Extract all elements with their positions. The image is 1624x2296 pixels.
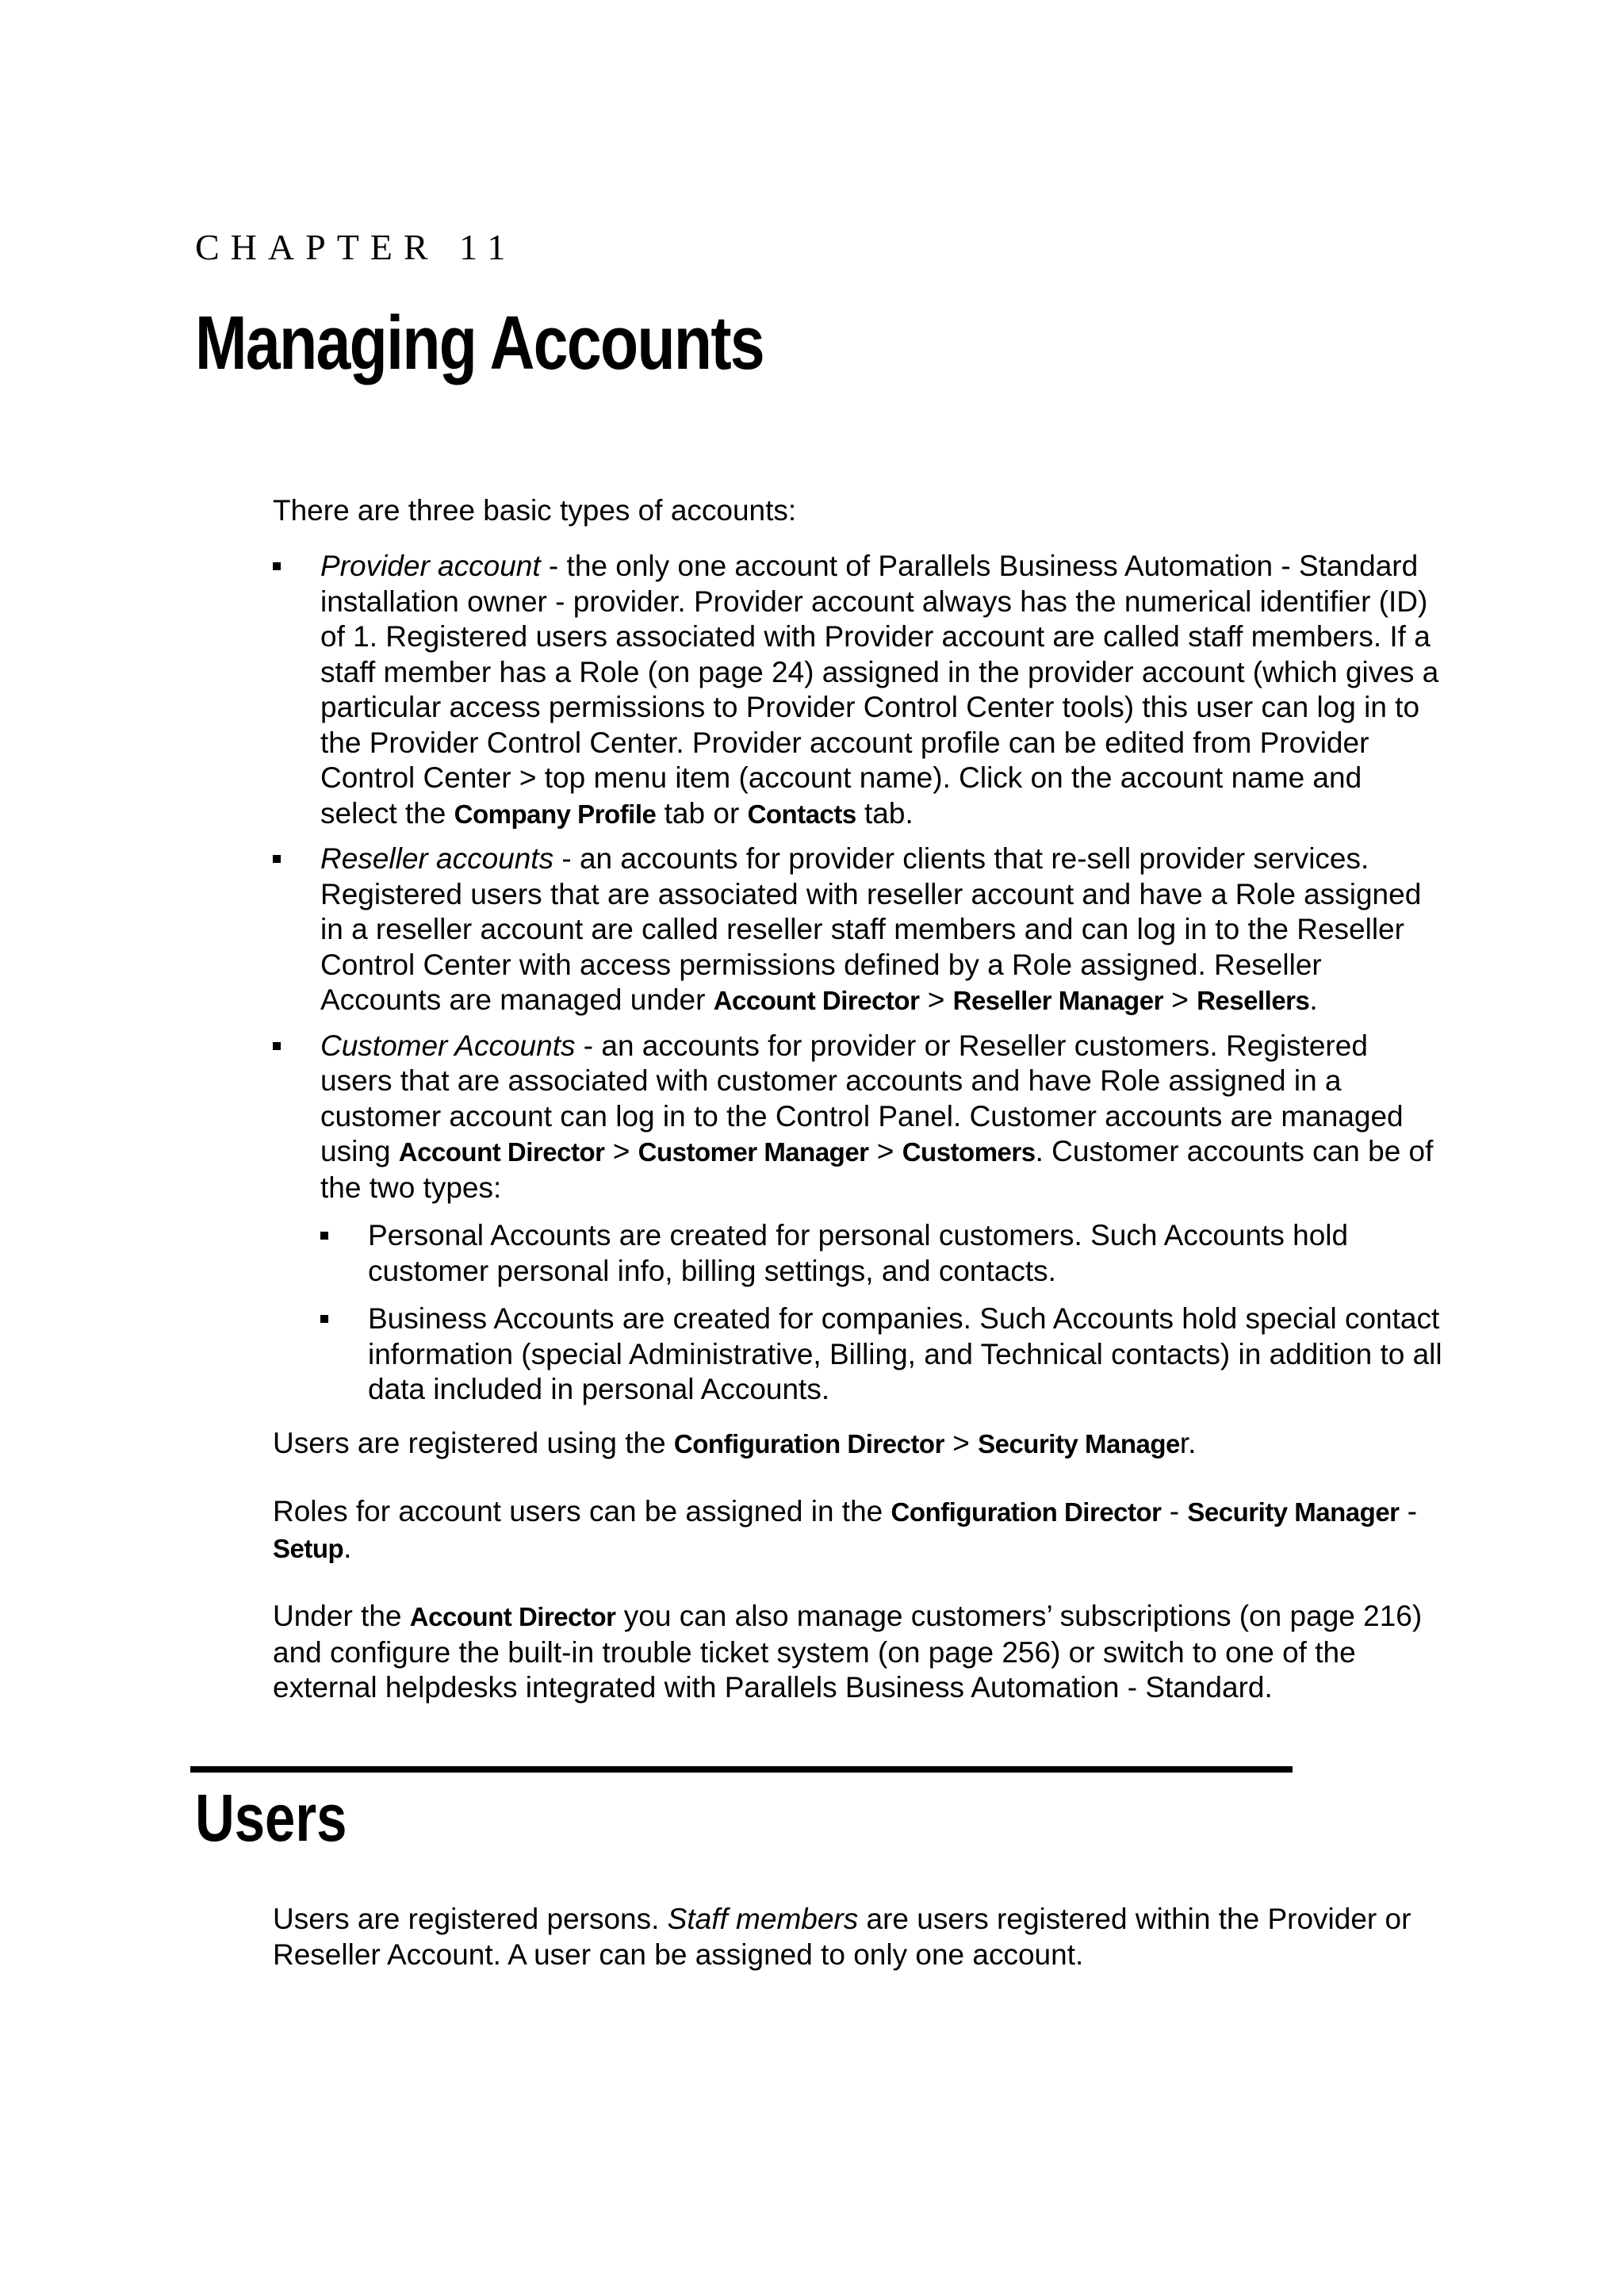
sep: >	[919, 983, 953, 1016]
sep: >	[1162, 983, 1197, 1016]
provider-text: - the only one account of Parallels Business Automation - Standard installation owner - provider. Provider account always has the numerical identifier (ID) of 1. Registered users associated with Provider account are called staff members. If a staff member has a Role (on page 24) assigned in the provider account (which gives a particular access permissions to Provider Control Center tools) this user can log in to the Provider Control Center. Provider account profile can be edited from Provider Control Center > top menu item (account name). Click on the account name and select the	[320, 550, 1439, 830]
sep: >	[604, 1135, 638, 1167]
sep: -	[1399, 1495, 1418, 1527]
list-item-customer	[273, 1029, 1446, 1408]
sep: >	[868, 1135, 902, 1167]
customer-subtypes-list	[320, 1218, 1446, 1408]
text: are users registered within the Provider or Reseller Account. A user can be assigned to only one account.	[273, 1903, 1411, 1971]
intro-paragraph: There are three basic types of accounts:	[273, 494, 797, 527]
customer-end: . Customer accounts can be of the two types:	[320, 1135, 1434, 1204]
configuration-director-ref: Configuration Director	[891, 1497, 1162, 1527]
list-item-personal	[320, 1218, 1446, 1289]
reseller-end: .	[1309, 983, 1318, 1016]
users-registered-paragraph	[273, 1426, 1446, 1462]
list-item-provider	[273, 549, 1446, 832]
users-definition-paragraph	[273, 1902, 1446, 1972]
customer-text: - an accounts for provider or Reseller customers. Registered users that are associated with customer accounts and have Role assigned in a customer account can log in to the Control Panel. Customer accounts are managed using	[320, 1029, 1404, 1167]
staff-members-term: Staff members	[667, 1903, 859, 1935]
security-manager-ref: Security Manage	[978, 1429, 1180, 1458]
list-item-reseller	[273, 841, 1446, 1019]
list-item-business	[320, 1301, 1446, 1408]
configuration-director-ref: Configuration Director	[673, 1429, 944, 1458]
account-director-paragraph	[273, 1599, 1446, 1706]
term-provider: Provider account	[320, 550, 541, 582]
account-director-ref: Account Director	[398, 1137, 605, 1167]
provider-mid: tab or	[656, 796, 748, 830]
provider-end: tab.	[856, 796, 914, 830]
page-title: Managing Accounts	[195, 301, 764, 385]
business-accounts-text: Business Accounts are created for companies. Such Accounts hold special contact information (special Administrative, Billing, and Technical contacts) in addition to all data included in personal Accounts.	[368, 1302, 1442, 1405]
chapter-label	[195, 226, 516, 268]
text: Roles for account users can be assigned in the	[273, 1495, 891, 1527]
section-divider	[190, 1766, 1293, 1773]
sep: -	[1161, 1495, 1188, 1527]
bullet-icon	[320, 1315, 328, 1323]
account-director-ref: Account Director	[409, 1602, 616, 1631]
personal-accounts-text: Personal Accounts are created for personal customers. Such Accounts hold customer personal info, billing settings, and contacts.	[368, 1219, 1349, 1287]
security-manager-ref: Security Manager	[1187, 1497, 1400, 1527]
bullet-icon	[273, 562, 281, 570]
bullet-icon	[273, 1042, 281, 1050]
contacts-tab-ref: Contacts	[747, 799, 856, 829]
reseller-manager-ref: Reseller Manager	[952, 986, 1163, 1015]
setup-ref: Setup	[273, 1533, 344, 1563]
term-customer: Customer Accounts	[320, 1029, 576, 1062]
account-types-list	[273, 549, 1446, 1420]
text: Users are registered using the	[273, 1427, 674, 1459]
text: Under the	[273, 1600, 410, 1632]
bullet-icon	[320, 1232, 328, 1240]
reseller-text: - an accounts for provider clients that re-sell provider services. Registered users that are associated with reseller account and have a Role assigned in a reseller account are called reseller staff members and can log in to the Reseller Control Center with access permissions defined by a Role assigned. Reseller Accounts are managed under	[320, 842, 1422, 1016]
company-profile-tab-ref: Company Profile	[454, 799, 657, 829]
text: .	[343, 1531, 352, 1564]
bullet-icon	[273, 855, 281, 863]
section-heading-users: Users	[195, 1780, 347, 1855]
resellers-ref: Resellers	[1197, 986, 1310, 1015]
customer-manager-ref: Customer Manager	[638, 1137, 869, 1167]
term-reseller: Reseller accounts	[320, 842, 554, 875]
chapter-label-text: CHAPTER 11	[195, 227, 517, 267]
text: r.	[1179, 1427, 1197, 1459]
account-director-ref: Account Director	[713, 986, 920, 1015]
customers-ref: Customers	[902, 1137, 1036, 1167]
text: you can also manage customers’ subscriptions (on page 216) and configure the built-in trouble ticket system (on page 256) or switch to one of the external helpdesks integrated with Parallels Business Automation - Standard.	[273, 1600, 1423, 1704]
sep: >	[944, 1427, 979, 1459]
roles-paragraph	[273, 1494, 1446, 1566]
text: Users are registered persons.	[273, 1903, 668, 1935]
